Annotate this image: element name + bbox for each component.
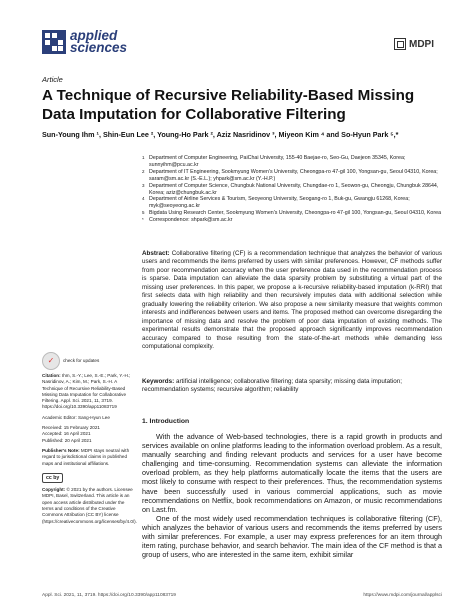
abstract xyxy=(142,250,442,351)
publisher-note-text: MDPI stays neutral with regard to jurisdictional claims in published maps and institutional affiliations. xyxy=(42,447,130,466)
keywords-label: Keywords: xyxy=(142,378,175,385)
correspondence-item xyxy=(142,217,442,224)
check-updates-icon: ✓ xyxy=(42,352,60,370)
publisher-logo xyxy=(394,38,434,50)
affiliation-item xyxy=(142,196,442,210)
citation-label: Citation: xyxy=(42,373,61,378)
copyright-text: © 2021 by the authors. Licensee MDPI, Basel, Switzerland. This article is an open access article distributed under the terms and conditions of the Creative Commons Attribution (CC BY) license (https://creativecommons.org/licenses/by/4.0/). xyxy=(42,487,137,524)
affiliation-text: Department of Computer Science, Chungbuk National University, Chungdae-ro 1, Seowon-gu, Cheongju, Chungbuk 28644, Korea; aziz@chungbuk.ac.kr xyxy=(149,182,439,196)
cc-by-label: cc by xyxy=(46,474,60,481)
page-footer xyxy=(42,593,442,598)
mdpi-logo-icon xyxy=(394,38,406,50)
affiliation-item xyxy=(142,210,442,217)
affiliation-number: 4 xyxy=(142,196,145,202)
citation-text: Ihm, S.-Y.; Lee, S.-E.; Park, Y.-H.; Nasridinov, A.; Kim, M.; Park, S.-H. A Technique of Recursive Reliability-Based Missing Data Imputation for Collaborative Filtering. Appl. Sci. 2021, 11, 3719. https://doi.org/10.3390/app11083719 xyxy=(42,373,131,410)
footer-citation[interactable]: Appl. Sci. 2021, 11, 3719. https://doi.org/10.3390/app11083719 xyxy=(42,593,176,598)
affiliation-item xyxy=(142,155,442,169)
affiliation-number: * xyxy=(142,217,144,223)
citation-block xyxy=(42,373,134,411)
academic-editor: Academic Editor: Sang-Hyun Lee xyxy=(42,414,110,420)
article-title: A Technique of Recursive Reliability-Based Missing Data Imputation for Collaborative Filtering xyxy=(42,87,415,123)
footer-journal-url[interactable]: https://www.mdpi.com/journal/applsci xyxy=(363,593,442,598)
correspondence-text: Correspondence: shpark@sm.ac.kr xyxy=(149,217,233,224)
publisher-note xyxy=(42,448,134,467)
published-date: Published: 20 April 2021 xyxy=(42,437,92,443)
author-list: Sun-Young Ihm ¹, Shin-Eun Lee ², Young-Ho Park ², Aziz Nasridinov ³, Miyeon Kim ⁴ and So-Hyun Park ⁵,* xyxy=(42,130,399,139)
affiliations xyxy=(142,155,442,224)
section-heading-introduction: 1. Introduction xyxy=(142,418,190,425)
paragraph: One of the most widely used recommendation techniques is collaborative filtering (CF), which analyzes the behavior of various users and recommends the items preferred by users with similar preferences. For example, a user may express preferences for an item through item rating, purchase behavior, and search behavior. The main idea of the CF method is that a group of users, who are interested in the same item, exhibit similar xyxy=(142,513,442,560)
journal-name-line2: sciences xyxy=(70,40,128,55)
affiliation-number: 1 xyxy=(142,155,145,160)
keywords-text: artificial intelligence; collaborative filtering; data sparsity; missing data imputation; recommendation systems; recursive algorithm; reliability xyxy=(142,378,403,394)
affiliation-text: Department of Computer Engineering, PaiChai University, 155-40 Baejae-ro, Seo-Gu, Daejeon 35345, Korea; sunnyihm@pcu.ac.kr xyxy=(149,155,406,168)
abstract-text: Collaborative filtering (CF) is a recommendation technique that analyzes the behavior of various users and recommends the items preferred by users with similar preferences. However, CF methods suffer from poor recommendation accuracy when the user preference data used in the recommendation process is sparse. Data imputation can alleviate the data sparsity problem by substituting a virtual part of the missing user preferences. In this paper, we propose a k-recursive reliability-based imputation (k-RRI) that first selects data with high reliability and then recursively imputes data with additional selection while gradually lowering the reliability criterion. We also propose a new similarity measure that weights common interests and indifferences between users and items. The proposed method can overcome disregarding the importance of missing data and resolve the problem of poor data imputation of existing methods. The experimental results demonstrate that the proposed approach significantly improves recommendation accuracy compared to those resulting from the state-of-the-art methods while demanding less computational complexity. xyxy=(142,250,443,350)
journal-name-line1: applied xyxy=(70,28,118,43)
affiliation-number: 5 xyxy=(142,210,145,216)
paragraph: With the advance of Web-based technologies, there is a rapid growth in products and services available on online platforms leading to the information overload problem. As a result, manually searching and finding relevant products and services for a user have become challenging and time-consuming. Recommendation systems can alleviate the information overload problem, as they help platforms automatically locate the items that the users are most likely to consume with respect to their preferences. Thus, the recommendation systems have been successfully used in various commercial applications, such as movie recommendations on Netflix, book recommendations on Amazon, or music recommendations on Last.fm. xyxy=(142,432,442,514)
journal-logo xyxy=(42,30,127,54)
affiliation-number: 3 xyxy=(142,182,145,188)
journal-logo-icon xyxy=(42,30,66,54)
copyright-label: Copyright: xyxy=(42,487,66,493)
publisher-note-label: Publisher's Note: xyxy=(42,447,80,453)
affiliation-number: 2 xyxy=(142,168,145,174)
introduction-body xyxy=(142,432,442,559)
cc-by-license-badge[interactable] xyxy=(42,473,63,483)
copyright-block xyxy=(42,487,137,525)
accepted-date: Accepted: 16 April 2021 xyxy=(42,431,91,437)
article-info-sidebar xyxy=(42,352,137,529)
article-type: Article xyxy=(42,75,63,84)
check-updates-label: check for updates xyxy=(63,357,100,363)
check-for-updates-button[interactable] xyxy=(42,352,134,370)
publisher-name: MDPI xyxy=(409,38,434,50)
affiliation-text: Department of IT Engineering, Sookmyung Women's University, Cheongpa-ro 47-gil 100, Yongsan-gu, Seoul 04310, Korea; saram@sm.ac.kr (S.-E.L.); yhpark@sm.ac.kr (Y.-H.P.) xyxy=(149,168,438,182)
affiliation-item xyxy=(142,183,442,197)
keywords xyxy=(142,378,442,395)
received-date: Received: 15 February 2021 xyxy=(42,425,100,431)
affiliation-item xyxy=(142,169,442,183)
abstract-label: Abstract: xyxy=(142,250,170,257)
affiliation-text: Department of Airline Services & Tourism, Seoyeong University, Seogang-ro 1, Buk-gu, Gwangju 61268, Korea; myk@seoyeong.ac.kr xyxy=(149,196,410,210)
journal-name xyxy=(70,30,127,54)
affiliation-text: Bigdata Using Research Center, Sookmyung Women's University, Cheongpa-ro 47-gil 100, Yongsan-gu, Seoul 04310, Korea xyxy=(149,210,442,217)
